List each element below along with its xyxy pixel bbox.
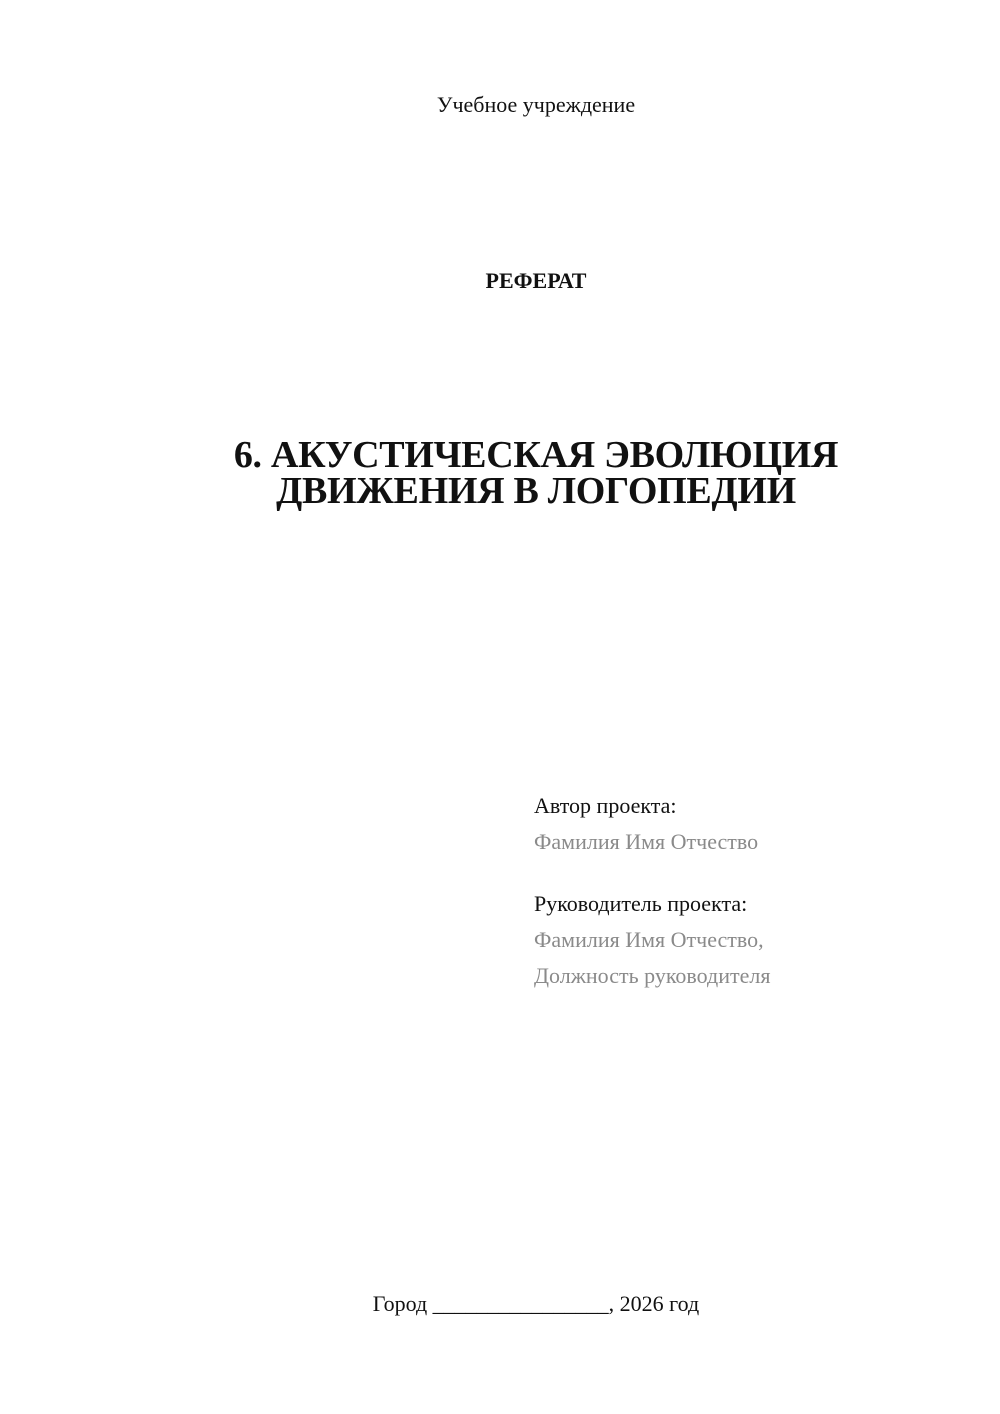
- title-line-1: 6. АКУСТИЧЕСКАЯ ЭВОЛЮЦИЯ: [233, 434, 839, 476]
- title-line-2: ДВИЖЕНИЯ В ЛОГОПЕДИИ: [276, 470, 796, 512]
- institution-name: Учебное учреждение: [436, 92, 636, 117]
- city-year-line: Город ________________, 2026 год: [372, 1291, 700, 1316]
- author-label: Автор проекта:: [534, 793, 677, 818]
- project-people-block: [534, 788, 770, 994]
- document-title: [200, 434, 872, 512]
- author-name: Фамилия Имя Отчество: [534, 829, 759, 854]
- document-type: РЕФЕРАТ: [485, 268, 587, 293]
- supervisor-label: Руководитель проекта:: [534, 891, 748, 916]
- supervisor-name: Фамилия Имя Отчество,: [534, 927, 764, 952]
- supervisor-position: Должность руководителя: [534, 963, 771, 988]
- spacer: [534, 860, 770, 886]
